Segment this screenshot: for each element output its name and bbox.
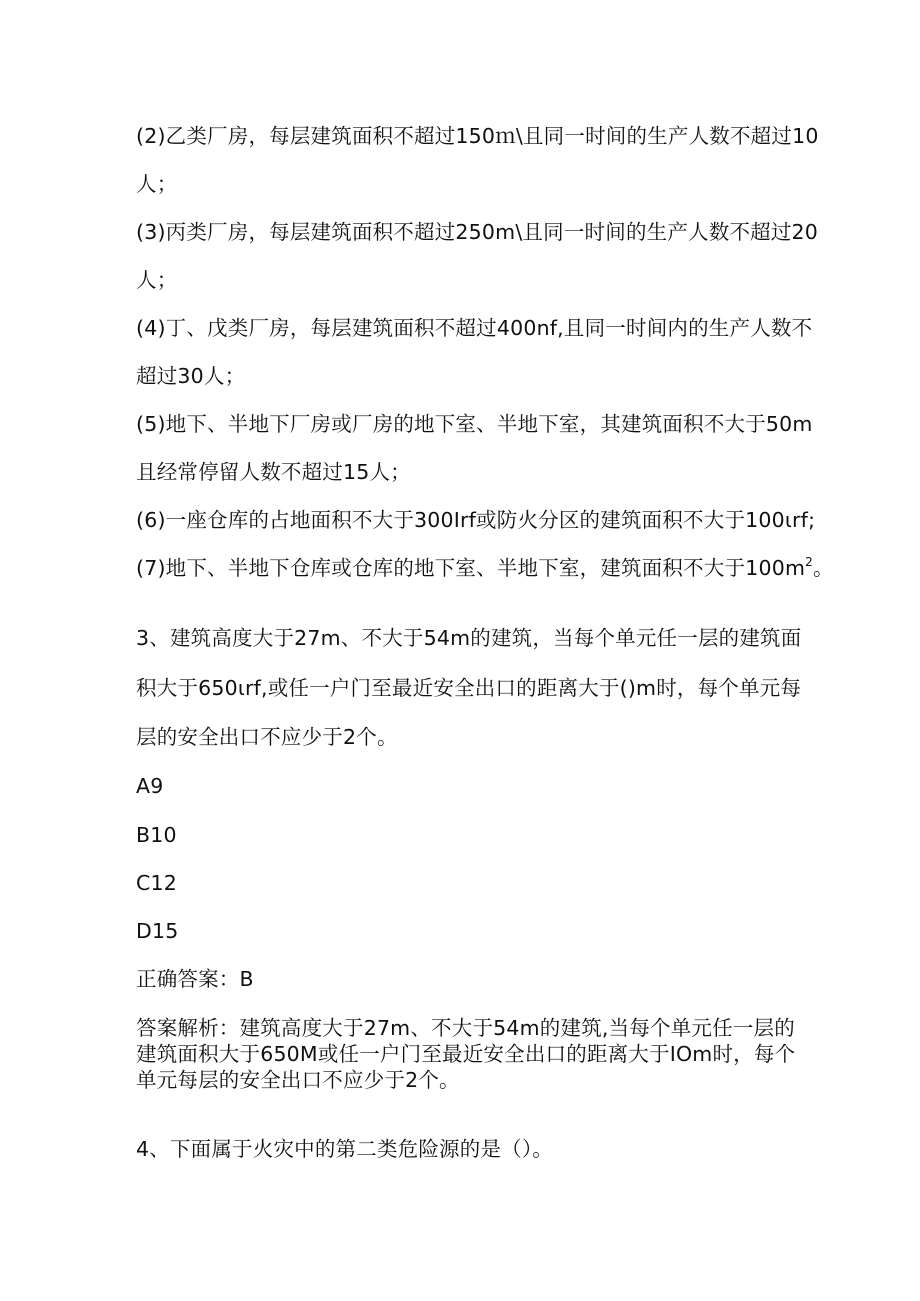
question-3-line-3: 层的安全出口不应少于2个。 (136, 725, 398, 749)
option-d: D15 (136, 919, 179, 943)
item-5-line-2: 且经常停留人数不超过15人； (136, 460, 411, 484)
option-b: B10 (136, 823, 177, 847)
option-c: C12 (136, 871, 177, 895)
question-3-line-1: 3、建筑高度大于27m、不大于54m的建筑，当每个单元任一层的建筑面 (136, 626, 802, 650)
analysis-line-1: 答案解析：建筑高度大于27m、不大于54m的建筑,当每个单元任一层的 (136, 1016, 795, 1040)
question-4-line-1: 4、下面属于火灾中的第二类危险源的是（）。 (136, 1137, 553, 1161)
item-4-line-2: 超过30人； (136, 364, 246, 388)
item-3-line-2: 人； (136, 268, 178, 292)
question-3-line-2: 积大于650ιrf,或任一户门至最近安全出口的距离大于()m时，每个单元每 (136, 676, 802, 700)
item-7-line (136, 555, 834, 580)
item-3-line-1: (3)丙类厂房，每层建筑面积不超过250m\且同一时间的生产人数不超过20 (136, 220, 819, 244)
correct-answer: 正确答案：B (136, 967, 254, 991)
option-a: A9 (136, 774, 164, 798)
analysis-line-2: 建筑面积大于650M或任一户门至最近安全出口的距离大于IOm时，每个 (136, 1042, 796, 1066)
item-7-end: 。 (812, 556, 834, 580)
analysis-line-3: 单元每层的安全出口不应少于2个。 (136, 1068, 460, 1092)
item-2-line-2: 人； (136, 172, 178, 196)
superscript-2: 2 (805, 555, 813, 569)
item-4-line-1: (4)丁、戊类厂房，每层建筑面积不超过400nf,且同一时间内的生产人数不 (136, 316, 813, 340)
item-2-line-1: (2)乙类厂房，每层建筑面积不超过150ｍ\且同一时间的生产人数不超过10 (136, 124, 819, 148)
item-6-line: (6)一座仓库的占地面积不大于300Irf或防火分区的建筑面积不大于100ιrf; (136, 508, 816, 532)
item-7-text: (7)地下、半地下仓库或仓库的地下室、半地下室，建筑面积不大于100m (136, 556, 806, 580)
item-5-line-1: (5)地下、半地下厂房或厂房的地下室、半地下室，其建筑面积不大于50m (136, 412, 813, 436)
